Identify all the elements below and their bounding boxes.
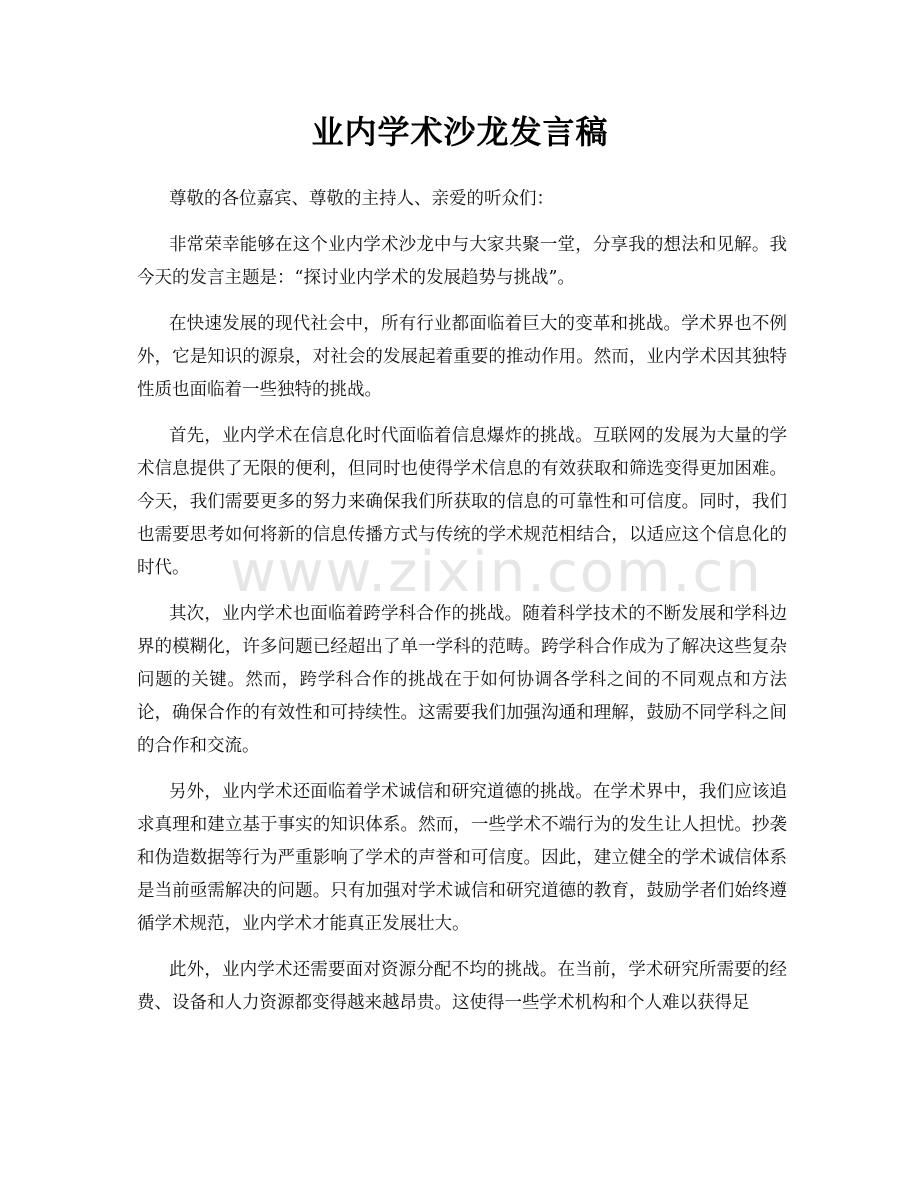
watermark-text: www.zixin.com.cn xyxy=(230,540,763,605)
body-paragraph-information: 首先，业内学术在信息化时代面临着信息爆炸的挑战。互联网的发展为大量的学术信息提供了无限的便利，但同时也使得学术信息的有效获取和筛选变得更加困难。今天，我们需要更多的努力来确保我们所获取的信息的可靠性和可信度。同时，我们也需要思考如何将新的信息传播方式与传统的学术规范相结合，以适应这个信息化的时代。 xyxy=(137,426,787,578)
salutation-paragraph: 尊敬的各位嘉宾、尊敬的主持人、亲爱的听众们： xyxy=(169,189,554,209)
body-paragraph-integrity: 另外，业内学术还面临着学术诚信和研究道德的挑战。在学术界中，我们应该追求真理和建立基于事实的知识体系。然而，一些学术不端行为的发生让人担忧。抄袭和伪造数据等行为严重影响了学术的声誉和可信度。因此，建立健全的学术诚信体系是当前亟需解决的问题。只有加强对学术诚信和研究道德的教育，鼓励学者们始终遵循学术规范，业内学术才能真正发展壮大。 xyxy=(137,782,787,934)
body-paragraph-resources: 此外，业内学术还需要面对资源分配不均的挑战。在当前，学术研究所需要的经费、设备和人力资源都变得越来越昂贵。这使得一些学术机构和个人难以获得足 xyxy=(137,960,787,1013)
document-title: 业内学术沙龙发言稿 xyxy=(311,113,609,151)
document-body xyxy=(137,183,787,1033)
body-paragraph-intro: 非常荣幸能够在这个业内学术沙龙中与大家共聚一堂，分享我的想法和见解。我今天的发言主题是：“探讨业内学术的发展趋势与挑战”。 xyxy=(137,235,787,288)
body-paragraph-interdisciplinary: 其次，业内学术也面临着跨学科合作的挑战。随着科学技术的不断发展和学科边界的模糊化，许多问题已经超出了单一学科的范畴。跨学科合作成为了解决这些复杂问题的关键。然而，跨学科合作的挑战在于如何协调各学科之间的不同观点和方法论，确保合作的有效性和可持续性。这需要我们加强沟通和理解，鼓励不同学科之间的合作和交流。 xyxy=(137,604,787,756)
body-paragraph-background: 在快速发展的现代社会中，所有行业都面临着巨大的变革和挑战。学术界也不例外，它是知识的源泉，对社会的发展起着重要的推动作用。然而，业内学术因其独特性质也面临着一些独特的挑战。 xyxy=(137,314,787,400)
